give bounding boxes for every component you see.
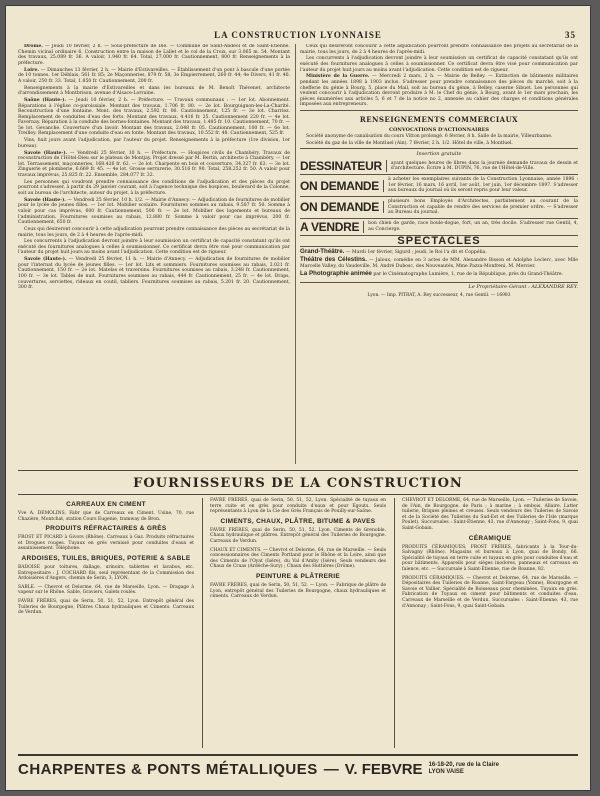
adjudication-text: — Jeudi 10 février, 2 h. — Préfecture. — Travaux communaux : — 1er lot. Abonnement. Réparations à l'église co-paroissiale. Montant des travaux, 1.706 fr. 80. — 2e lot. Bourguignon-les-La-Charité. Reconstruction d'une fontaine. Mont. des travaux, 2.592 fr. 06. Cautionnement, 125 fr. — 3e lot. Charriez. Remplacement de conduites d'eau des forts. Montant des travaux, 4.416 fr. 25. Cautionnement 220 fr. — 4e lot. Favernay. Réparation à la conduite des bornes-fontaines. Montant des travaux, 1.485 fr. 10. Cautionnement, 70 fr. — 5e lot. Gevanche. Couverture d'un lavoir. Montant des travaux, 2.048 fr. 05. Cautionnement, 100 fr. — 6e lot. Treilley. Remplacement d'une conduite d'eau en fonte. Montant des travaux, 10.552 fr. 48. Cautionnement, 525 fr. bbox=[18, 97, 290, 137]
section-rule bbox=[18, 494, 578, 495]
supplier-entry: SABLE. — Chevrot et Delorme, 64, rue de Marseille, Lyon. — Dragage à vapeur sur le Rhône. Sable, Graviers, Galets roulés. bbox=[18, 584, 194, 596]
column-divider bbox=[394, 498, 395, 748]
supplier-section-title: CIMENTS, CHAUX, PLÂTRE, BITUME & PAVES bbox=[220, 517, 376, 525]
spectacle-venue: La Photographie animée bbox=[300, 269, 372, 277]
newspaper-page bbox=[6, 6, 590, 790]
intro-paragraph: Les concurrents à l'adjudication devront joindre à leur soumission un certificat de capacité constatant qu'ils ont exécuté des fournitures analogues à celles à soumissionner. Ce certificat devra être visé pour communication par l'auteur du projet huit jours au moins avant l'adjudication. Cette condition est de rigueur. bbox=[300, 56, 578, 73]
adjudication-paragraph bbox=[18, 68, 290, 85]
fournisseurs-column bbox=[18, 498, 194, 619]
supplier-entry: BADOISE pour toitures, dallage, urinoirs, tablettes et lavabos, etc. Entrepositaire : J. COCHARD fils, seul représentant de la Commission des Ardoisières d'Angers, chemin de Serin, 3, LYON. bbox=[18, 564, 194, 582]
adjudication-text: — Vendredi 25 février, 11 h. — Mairie d'Annecy. — Adjudication de fournitures de mobilier pour l'internat du lycée de jeunes filles. — 1er lot. Lits et sommiers. Fournitures soumises au rabais, 3.021 fr. Cautionnement, 150 fr. — 2e lot. Matelas et traversins. Fournitures soumises au rabais, 3.248 fr. Cautionnement, 100 fr. — 3e lot. Tables de nuit. Fournitures soumises au rabais, 444 fr. Cautionnement, 25 fr. — 4e lot. Draps, couvertures, serviettes, rideaux en coutil, tabliers. Fournitures soumises au rabais, 5.201 fr. 20. Cautionnement, 300 fr. bbox=[18, 257, 290, 291]
adjudication-text: Renseignements à la mairie d'Estivareilles et dans les bureaux de M. Benoît Thévenet, architecte d'arrondissement à Montbrison, avenue d'Alsace-Lorraine. bbox=[18, 85, 290, 97]
ministere-lead: Ministère de la Guerre. bbox=[306, 74, 370, 80]
spectacle-venue: Grand-Théâtre. bbox=[300, 248, 345, 256]
spectacle-item bbox=[300, 257, 578, 270]
banner-address-line: LYON VAISE bbox=[428, 769, 464, 775]
page-header bbox=[6, 6, 590, 40]
adjudication-paragraph bbox=[18, 180, 290, 197]
ad-text: plusieurs bons Employés d'Architectes, parfaitement au courant de la Construction et capable de rendre des services de premier ordre. — S'adresser au Bureau du journal. bbox=[388, 199, 578, 216]
column-divider bbox=[295, 44, 296, 464]
adjudication-text: — Jeudi 10 février, 2 h. — Sous-préfecture de Die. — Commune de Saint-Andéol et de Saint-Étienne. Chemin vicinal ordinaire 6. Construction entre la maison de Lallet et le col de la Croix, sur 3.065 m. 54. Montant des travaux, 25.089 fr. 36. A valoir, 1.940 fr. 64. Total, 27.000 fr. Cautionnement, 800 fr. Renseignements à la préfecture. bbox=[18, 44, 290, 66]
convocations-title: CONVOCATIONS D'ACTIONNAIRES bbox=[388, 126, 490, 133]
intro-paragraph: Ceux qui désireront concourir à cette adjudication pourront prendre connaissance des projets au secrétariat de la mairie, tous les jours, de 2 à 4 heures de l'après-midi. bbox=[300, 44, 578, 55]
adjudication-paragraph bbox=[18, 86, 290, 97]
adjudication-paragraph bbox=[18, 198, 290, 226]
convocation-item: Société du gaz de la ville de Montluel (Ain). 7 février, 2 h. 1/2. Hôtel de ville, à Montluel. bbox=[306, 140, 513, 146]
fournisseurs-column bbox=[210, 498, 386, 603]
banner-address-line: 16-18-20, rue de la Claire bbox=[428, 762, 499, 768]
printer-line: Lyon. — Imp. PITRAT, A. Rey successeur, 4, rue Gentil. — 16983 bbox=[367, 293, 511, 299]
spectacle-item bbox=[300, 271, 578, 278]
gerant-line: Le Propriétaire-Gérant : ALEXANDRE REY. bbox=[300, 282, 578, 291]
adjudication-lead: Loire. bbox=[24, 67, 39, 73]
supplier-entry: FAVRE FRÈRES, quai de Serin, 50, 51, 52. — Lyon. — Fabrique de plâtre de Lyon, entrepôt général des Tuileries de Bourgogne, chaux hydrauliques et ciments. Carreaux de Verdun. bbox=[210, 582, 386, 600]
adjudication-paragraph bbox=[18, 239, 290, 256]
classified-ad bbox=[300, 219, 578, 236]
adjudication-lead: Saône (Haute-). bbox=[24, 97, 66, 103]
adjudication-paragraph bbox=[18, 138, 290, 149]
classified-ads bbox=[300, 158, 578, 236]
ad-heading: DESSINATEUR bbox=[300, 160, 387, 172]
adjudication-paragraph bbox=[18, 44, 290, 66]
supplier-entry: PRODUITS CÉRAMIQUES, FROST FRÈRES, fabricants à la Tour-du-Salvagny (Rhône). Magasins et bureaux à Lyon, quai de Bondy, 66. Spécialité de tuyaux en terre cuite et tuyaux en grès pour conduites d'eau et pour bâtiments. Appareils pour sièges inodores, panneaux et carreaux en faïence, etc. — Succursale à Saint-Étienne, rue de Roanne, 82. bbox=[402, 544, 578, 572]
adjudication-text: Ceux qui désireront concourir à cette adjudication pourront prendre connaissance des pièces au secrétariat de la mairie, tous les jours, de 2 à 4 heures de l'après-midi. bbox=[18, 226, 290, 238]
banner-headline: CHARPENTES & PONTS MÉTALLIQUES bbox=[18, 760, 318, 778]
banner-address bbox=[429, 762, 499, 776]
ad-text: ayant quelques heures de libres dans la journée demande travaux de dessin et d'architecture. Écrire à M. DUPIN, 76, rue de l'Hôtel-de-Ville. bbox=[390, 160, 578, 172]
left-column-adjudications bbox=[18, 44, 290, 448]
fournisseurs-title: FOURNISSEURS DE LA CONSTRUCTION bbox=[133, 476, 463, 491]
supplier-entry: FAVRE FRÈRES, quai de Serin, 50, 51, 52, Lyon. Spécialité de tuyaux en terre cuite et en grès pour conduite d'eaux et pour Égouts. Seuls représentants à Lyon de la Cie des Grès Français de Pouilly-sur-Saône. bbox=[210, 498, 386, 515]
renseignements-title: RENSEIGNEMENTS COMMERCIAUX bbox=[359, 114, 519, 124]
spectacle-text: — Mardi 1er février, Sigurd ; jeudi, le Roi l'a dit et Coppélia. bbox=[344, 250, 487, 256]
banner-company-name: V. FEBVRE bbox=[344, 760, 423, 778]
adjudication-paragraph bbox=[18, 98, 290, 137]
supplier-entry: FAVRE FRÈRES, quai de Serin, 50, 51, 52, Lyon. Entrepôt général des Tuileries de Bourgogne, Plâtres Chaux hydrauliques et Ciments. Carreaux de Verdun. bbox=[18, 598, 194, 616]
adjudication-text: — Vendredi 25 février, 10 h. 1/2. — Mairie d'Annecy. — Adjudication de fournitures de mobilier pour le lycée de jeunes filles. — 1er lot. Mobilier scolaire. Fournitures sommes au rabais, 9.587 fr. 50. Somme à valoir pour cas imprévus, 600 fr. Cautionnement, 500 fr. — 2e lot. Mobilier des logements et bureaux de l'administration. Fournitures soumises au rabais, 12.880 fr. Somme à valoir pour cas imprévus, 200 fr. Cautionnement, 650 fr. bbox=[18, 197, 290, 226]
supplier-section-title: ARDOISES, TUILES, BRIQUES, POTERIE & SABLE bbox=[21, 554, 191, 562]
ad-text: à acheter les exemplaires suivants de la Construction Lyonnaise, année 1896 : 1er février, 16 mars, 16 avril, 1er août, 1er juin, 1er décembre 1897. S'adresser aux bureaux du journal où ils seront repris pour leur valeur. bbox=[388, 177, 578, 194]
adjudication-paragraph bbox=[18, 227, 290, 238]
adjudication-text: — Dimanches 13 février, 2 h. — Mairie d'Estivareilles. — Établissement d'un pont à bascule d'une portée de 10 tonnes. 1er Déblais, 561 fr. 85; 2e Maçonneries, 879 fr. 58; 3e Empierrement, 260 fr. 44; 4e Divers, 41 fr. 40. A valoir, 250 fr. 33. Total, 1.850 fr. Cautionnement, 200 fr. bbox=[18, 67, 290, 84]
insertion-label: Insertion gratuite bbox=[416, 151, 462, 158]
supplier-entry: CHAUX ET CIMENTS. — Chevrot et Delorme, 64, rue de Marseille. — Seuls concessionnaires des Ciments Portland pour le Rhône et la Loire, ainsi que des Ciments de l'Oyat (Isère), du Val d'Amby (Isère). Seuls vendeurs des Chaux de Cruas (Ardèche-Sury) ; Chaux des Huttières (Drôme). bbox=[210, 547, 386, 570]
ad-heading: A VENDRE bbox=[300, 221, 364, 233]
supplier-entry: PRODUITS CÉRAMIQUES. — Chevrot et Delorme, 64, rue de Marseille. — Dépositaires des Tuileries de Roanne, Saint-Fargeau (Yonne), Bourgogne et Savoie et Vallier. Spécialité de Boisseaux pour cheminées, Tuyaux en grès. Fabrication de Tuyaux en ciment pour bâtiments et conduites d'eau. Carreaux de Marseille et de Verdun. Succursales : Saint-Étienne, 43, rue d'Annonay ; Saint-Fons, 9, quai Saint-Gobain. bbox=[402, 575, 578, 609]
spectacle-item bbox=[300, 249, 578, 256]
classified-ad bbox=[300, 158, 578, 175]
fournisseurs-column bbox=[402, 498, 578, 612]
supplier-entry: Vve A. DEMOLINS, Fabr que de Carreaux en Ciment. Usine, 70, rue Chazière, Montchat, station Cours Eugenie, tramway de Bron. bbox=[18, 511, 194, 522]
banner-dash: — bbox=[323, 760, 339, 778]
spectacle-text: — Jaloux, comédie en 3 actes de MM. Alexandre Bisson et Adolphe Leclerc, avec Mlle Marcelle Valley, du Vaudeville, M. André Dubosc, des Nouveautés, Mme Pazza-Monfreni, M. Mercier. bbox=[300, 258, 578, 270]
footer-advert-banner bbox=[18, 754, 578, 782]
adjudication-lead: Savoie (Haute-). bbox=[24, 197, 66, 203]
section-rule bbox=[300, 148, 578, 149]
spectacles-list bbox=[300, 249, 578, 277]
spectacle-text: par le Cinématographe Lumière, 1, rue de la République, près du Grand-Théâtre. bbox=[371, 271, 564, 277]
classified-ad bbox=[300, 197, 578, 219]
supplier-section-title: PEINTURE & PLÂTRERIE bbox=[255, 572, 340, 580]
adjudication-text: Vins, huit jours avant l'adjudication, par l'auteur du projet. Renseignements à la préfecture (1re division, 1er bureau). bbox=[18, 138, 290, 149]
classified-ad bbox=[300, 175, 578, 197]
column-divider bbox=[202, 498, 203, 748]
supplier-entry: FAVRE FRÈRES, quai de Serin, 50, 51, 52, Lyon. Ciments de Grenoble. Chaux hydraulique et plâtres. Entrepôt général des Tuileries de Bourgogne. Carreaux de Verdun. bbox=[210, 527, 386, 544]
adjudication-text: — Vendredi 25 février, 10 h. — Préfecture. — Hospices civils de Chambéry. Travaux de reconstruction de l'Hôtel-Dieu sur le plateau de Montjay. Projet dressé par M. Bertin, architecte à Chambéry. — 1er lot. Terrassement, maçonneries, 168.426 fr. 62. — 2e lot. Charpente en bois et couverture, 34.327 fr. 63. — 3e lot. Zinguerie et plomberie, 6.669 fr. 45. — 4e lot. Grosse serrurerie, 30.516 fr. 90. Total, 258.252 fr. 50. A valoir pour travaux imprévus, 25.825 fr. 22. Ensemble, 284.077 fr. 32. bbox=[18, 150, 290, 178]
ad-heading: ON DEMANDE bbox=[300, 180, 384, 192]
ad-heading: ON DEMANDE bbox=[300, 201, 384, 213]
supplier-section-title: CARREAUX EN CIMENT bbox=[66, 501, 146, 508]
ad-text: bon chien de garde, race boule-dogue, fort, un an, très docile. S'adresser rue Gentil, 4, au Concierge. bbox=[368, 221, 578, 232]
ministere-paragraph bbox=[300, 74, 578, 108]
adjudication-lead: Savoie (Haute-). bbox=[24, 257, 67, 263]
supplier-entry: CHEVROT ET DELORME, 64, rue de Marseille, Lyon. — Tuileries de Savoie, de l'Ain, de Bourgogne, de Paris ; à marine ; à embois. Allaire. Latter tuilerie, Briques pleines et creuses. Seuls vendeurs des Tuileries de Savoie et de la Société des Tuileries du Sud-Est et des Tuileries de l'Isle (marque Poulet). Succursales : Saint-Étienne, 43, rue d'Annonay ; Saint-Fons, 9, quai Saint-Gobain. bbox=[402, 498, 578, 531]
page-number: 35 bbox=[565, 30, 576, 40]
spectacles-title: SPECTACLES bbox=[397, 234, 481, 247]
section-rule bbox=[18, 470, 578, 471]
supplier-entry: FROST ET PICARD à Givors (Rhône). Carreaux à Gaz. Produits réfractaires et Drogues rouges. Tuyaux en grès vernissé pour conduites d'eaux et assainissement. Téléphone. bbox=[18, 535, 194, 552]
adjudication-paragraph bbox=[18, 151, 290, 179]
adjudication-lead: Drôme. bbox=[24, 44, 43, 49]
adjudication-text: Les personnes qui voudront prendre connaissance des conditions de l'adjudication et des pièces du projet pourront s'adresser, à partir du 29 janvier courant, soit à l'agence technique des hospices, boulevard de la Colonne, soit au bureau de l'architecte, auteur du projet, à la préfecture. bbox=[18, 179, 290, 196]
adjudication-paragraph bbox=[18, 257, 290, 291]
convocation-item: Société anonyme de canalisation du cours Vitton prolongé. 6 février, 8 h. Salle de la mairie, Villeurbanne. bbox=[306, 133, 553, 139]
ministere-text: — Mercredi 2 mars, 2 h. — Mairie de Belley. — Extinction de bâtiments militaires pendant les années 1898 à 1903 inclus. S'adresser pour prendre connaissance des pièces du marché, soit à la chefferie du génie à Bourg, 5, place du Mail, soit au bureau du génie, à Belley, caserne Sibuet. Les personnes qui veulent concourir à l'adjudication devront produire à M. le Chef du génie, à Bourg, avant le 1er mars prochain, les pièces énumérées aux articles 5, 6 et 7 de la notice no 2, annexée au cahier des charges et conditions générales imposées aux entrepreneurs. bbox=[300, 74, 578, 108]
adjudication-text: Les concurrents à l'adjudication devront joindre à leur soumission un certificat de capacité constatant qu'ils ont exécuté des fournitures analogues à celles à soumissionner. Ce certificat devra être visé pour communication par l'auteur du projet huit jours au moins avant l'adjudication. Cette condition est de rigueur. bbox=[18, 239, 290, 256]
section-rule bbox=[300, 110, 578, 111]
page-title: LA CONSTRUCTION LYONNAISE bbox=[214, 30, 382, 40]
adjudication-lead: Savoie (Haute-). bbox=[24, 150, 68, 156]
supplier-section-title: CÉRAMIQUE bbox=[468, 534, 512, 542]
supplier-section-title: PRODUITS RÉFRACTAIRES & GRÈS bbox=[45, 525, 167, 533]
right-column bbox=[300, 44, 578, 468]
spectacle-venue: Théâtre des Célestins. bbox=[300, 256, 367, 264]
